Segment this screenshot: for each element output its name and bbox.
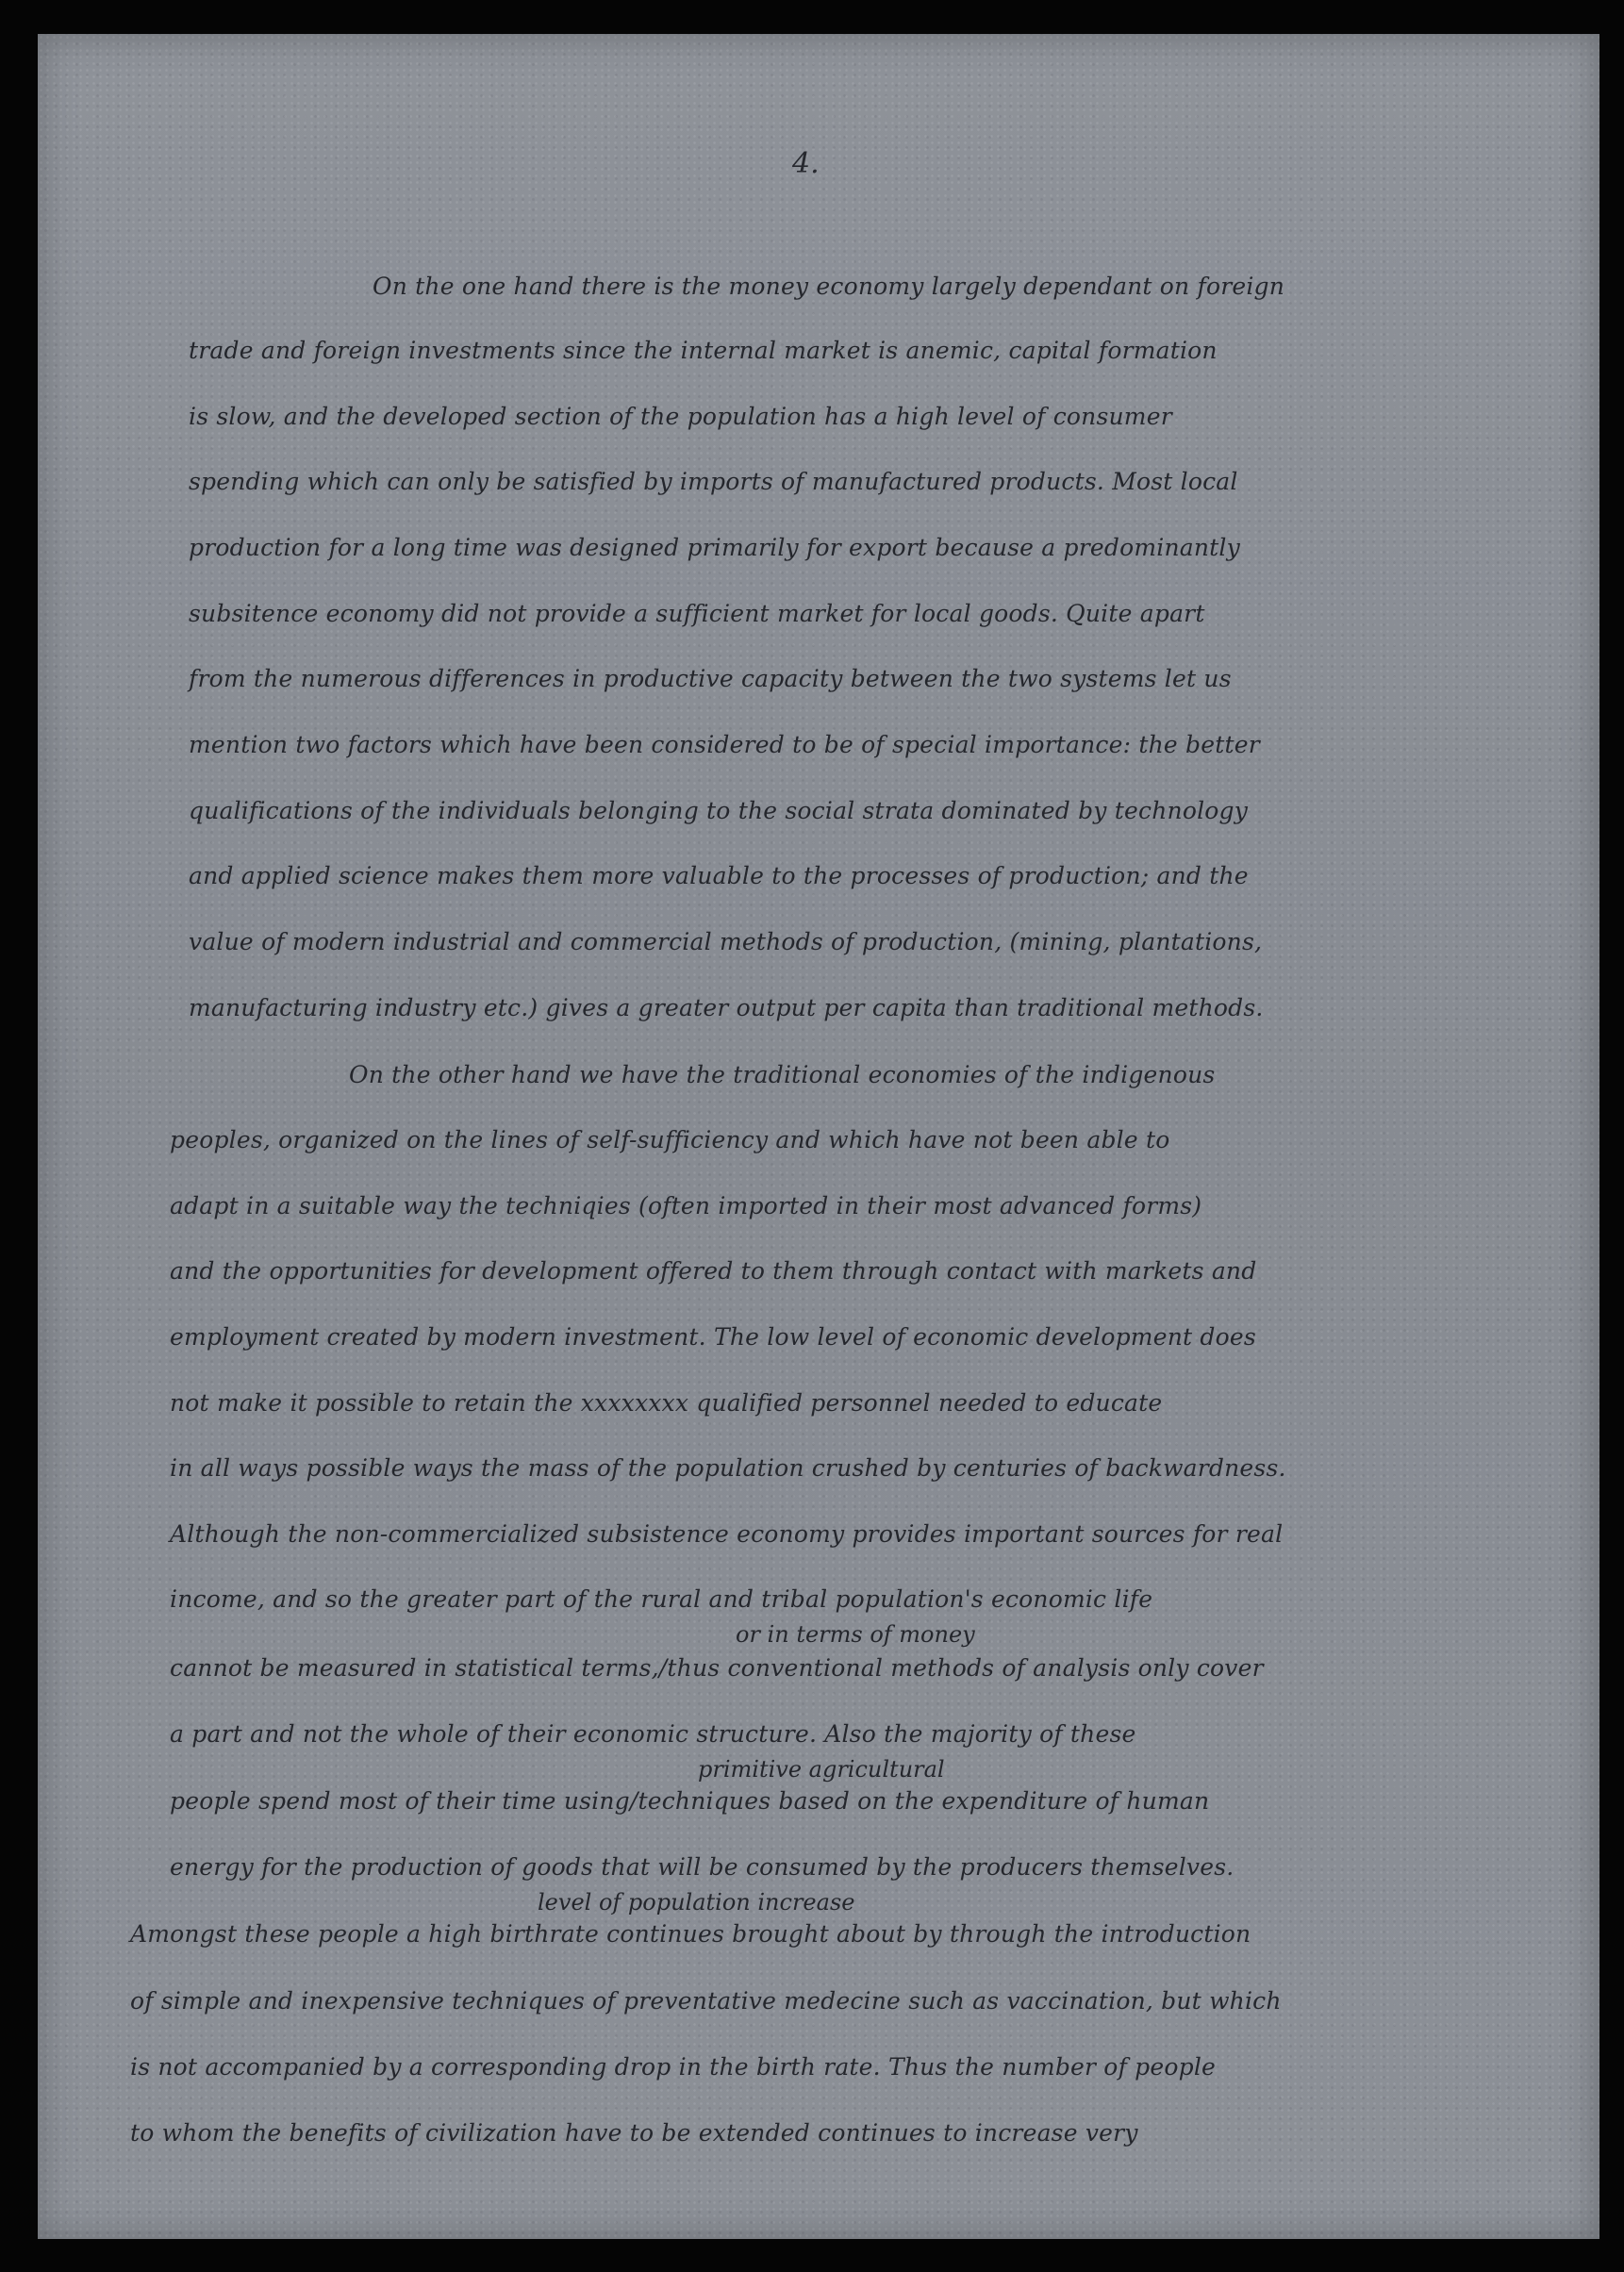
text-line: value of modern industrial and commercial methods of production, (mining, plantations, [189, 928, 1263, 955]
page-number: 4. [792, 147, 820, 180]
text-line: On the other hand we have the traditional economies of the indigenous [349, 1061, 1216, 1088]
text-line: employment created by modern investment. The low level of economic development does [170, 1323, 1256, 1351]
text-line: energy for the production of goods that will be consumed by the producers themselves. [170, 1853, 1235, 1881]
text-line: qualifications of the individuals belonging to the social strata dominated by technology [189, 797, 1249, 824]
text-line: people spend most of their time using/techniques based on the expenditure of human [170, 1787, 1210, 1815]
text-line: adapt in a suitable way the techniqies (often imported in their most advanced forms) [170, 1192, 1202, 1219]
text-line: from the numerous differences in productive capacity between the two systems let us [189, 665, 1232, 692]
text-line: mention two factors which have been considered to be of special importance: the better [189, 731, 1260, 758]
text-line: subsitence economy did not provide a sufficient market for local goods. Quite apart [189, 600, 1205, 627]
text-line: Although the non-commercialized subsistence economy provides important sources for real [170, 1520, 1284, 1548]
typed-page [38, 34, 1599, 2239]
text-line: and applied science makes them more valuable to the processes of production; and the [189, 862, 1249, 889]
handwritten-insert: level of population increase [538, 1889, 855, 1915]
text-line: cannot be measured in statistical terms,/thus conventional methods of analysis only cover [170, 1654, 1264, 1682]
text-line: to whom the benefits of civilization have to be extended continues to increase very [130, 2119, 1138, 2147]
text-line: Amongst these people a high birthrate continues brought about by through the introduction [130, 1920, 1251, 1948]
text-line: is not accompanied by a corresponding drop in the birth rate. Thus the number of people [130, 2053, 1217, 2081]
text-line: a part and not the whole of their economic structure. Also the majority of these [170, 1720, 1136, 1748]
text-line: spending which can only be satisfied by imports of manufactured products. Most local [189, 468, 1238, 495]
text-line: production for a long time was designed primarily for export because a predominantly [189, 534, 1240, 561]
handwritten-insert: or in terms of money [736, 1621, 975, 1648]
text-line: income, and so the greater part of the rural and tribal population's economic life [170, 1585, 1153, 1613]
text-line: manufacturing industry etc.) gives a greater output per capita than traditional methods. [189, 994, 1264, 1021]
text-line: On the one hand there is the money economy largely dependant on foreign [373, 273, 1285, 300]
text-line: in all ways possible ways the mass of the population crushed by centuries of backwardness. [170, 1454, 1286, 1482]
handwritten-insert: primitive agricultural [698, 1756, 945, 1783]
text-line: and the opportunities for development offered to them through contact with markets and [170, 1257, 1257, 1285]
text-line: is slow, and the developed section of the population has a high level of consumer [189, 403, 1172, 430]
text-line: trade and foreign investments since the internal market is anemic, capital formation [189, 337, 1218, 364]
text-line: of simple and inexpensive techniques of preventative medecine such as vaccination, but which [130, 1987, 1282, 2015]
text-line: peoples, organized on the lines of self-sufficiency and which have not been able to [170, 1126, 1170, 1153]
text-line: not make it possible to retain the xxxxxxxx qualified personnel needed to educate [170, 1389, 1163, 1417]
